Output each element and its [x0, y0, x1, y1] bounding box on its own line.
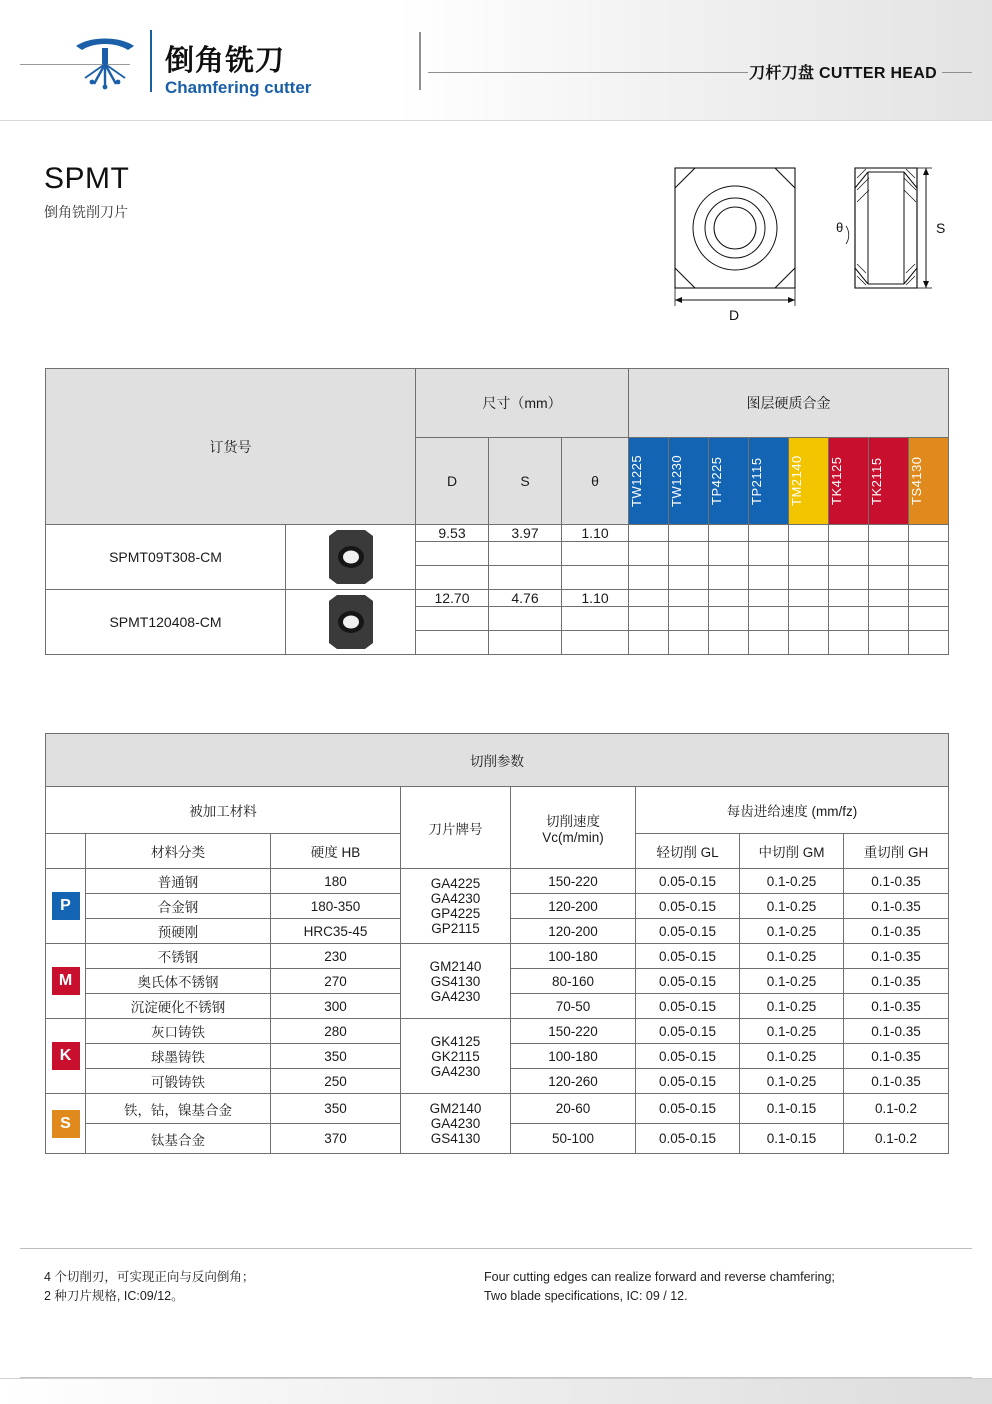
- cell-gl: 0.05-0.15: [636, 919, 740, 944]
- insert-icon: [319, 528, 383, 586]
- cell-gm: 0.1-0.25: [740, 994, 844, 1019]
- cell-material: 球墨铸铁: [86, 1044, 271, 1069]
- grade-line: GM2140: [429, 958, 482, 974]
- cell-gh: 0.1-0.35: [844, 919, 949, 944]
- cell-order-no: SPMT120408-CM: [46, 590, 286, 655]
- cell-gl: 0.05-0.15: [636, 969, 740, 994]
- cell-gl: 0.05-0.15: [636, 944, 740, 969]
- table-row: [46, 1094, 949, 1124]
- th-coating: 图层硬质合金: [629, 369, 949, 438]
- cell-gh: 0.1-0.35: [844, 869, 949, 894]
- cell-grade: [869, 566, 909, 590]
- cell-s: [489, 607, 562, 631]
- cell-hardness: 270: [271, 969, 401, 994]
- footer-bar: [0, 1378, 992, 1404]
- grade-header-tw1225: [629, 438, 669, 525]
- cell-grade: [629, 566, 669, 590]
- th-workpiece-material: 被加工材料: [46, 787, 401, 834]
- cell-grade: [709, 525, 749, 542]
- cell-grade: [749, 542, 789, 566]
- grade-header-tk2115: [869, 438, 909, 525]
- cell-speed: 150-220: [511, 869, 636, 894]
- diagram-label-theta: θ: [836, 220, 844, 235]
- cell-speed: 80-160: [511, 969, 636, 994]
- cell-hardness: HRC35-45: [271, 919, 401, 944]
- cell-gl: 0.05-0.15: [636, 1069, 740, 1094]
- diagram-label-s: S: [936, 220, 946, 236]
- cell-gm: 0.1-0.25: [740, 1019, 844, 1044]
- cell-theta: [562, 566, 629, 590]
- grade-line: GA4230: [430, 891, 481, 906]
- table-row: [46, 590, 949, 607]
- group-letter: P: [52, 892, 80, 920]
- table-row: [46, 525, 949, 542]
- cell-speed: 120-200: [511, 919, 636, 944]
- cell-material: 可锻铸铁: [86, 1069, 271, 1094]
- cell-grade: [709, 566, 749, 590]
- cell-order-no: SPMT09T308-CM: [46, 525, 286, 590]
- footer-note-cn-line2: 2 种刀片规格, IC:09/12。: [44, 1289, 184, 1303]
- cell-grade: [829, 525, 869, 542]
- grade-line: GA4230: [430, 1116, 481, 1131]
- cell-s: [489, 631, 562, 655]
- logo-divider: [150, 30, 152, 92]
- footer-divider: [20, 1248, 972, 1249]
- grade-header-tp4225: [709, 438, 749, 525]
- cell-speed: 120-260: [511, 1069, 636, 1094]
- cell-grade: [909, 542, 949, 566]
- cell-material: 普通钢: [86, 869, 271, 894]
- th-material-class: 材料分类: [86, 834, 271, 869]
- cell-grade: [669, 607, 709, 631]
- page-header: [0, 0, 992, 121]
- logo-title-cn: 倒角铣刀: [165, 45, 286, 77]
- cell-s: 3.97: [489, 525, 562, 542]
- cell-grade: [869, 590, 909, 607]
- logo-title-en: Chamfering cutter: [165, 78, 312, 97]
- group-badge-k: [46, 1019, 86, 1094]
- th-cutting-speed-line2: Vc(m/min): [542, 830, 604, 845]
- page-subtitle: 倒角铣削刀片: [44, 204, 128, 220]
- header-section-title: 刀杆刀盘 CUTTER HEAD: [749, 65, 937, 82]
- th-spacer: [46, 834, 86, 869]
- cell-grade: [789, 631, 829, 655]
- cell-theta: 1.10: [562, 525, 629, 542]
- cell-grade: [629, 542, 669, 566]
- group-letter: K: [52, 1042, 80, 1070]
- cell-grade: [629, 607, 669, 631]
- cell-gl: 0.05-0.15: [636, 894, 740, 919]
- cell-grade: [869, 525, 909, 542]
- cell-grade: [909, 566, 949, 590]
- footer-note-en-line2: Two blade specifications, IC: 09 / 12.: [484, 1289, 688, 1303]
- grade-line: GA4230: [430, 988, 481, 1004]
- cell-s: [489, 542, 562, 566]
- cell-grade: [909, 607, 949, 631]
- cell-grade: [709, 631, 749, 655]
- th-s: S: [489, 438, 562, 525]
- cell-gm: 0.1-0.25: [740, 894, 844, 919]
- footer-note-en-line1: Four cutting edges can realize forward and reverse chamfering;: [484, 1270, 835, 1284]
- cell-grades: [401, 944, 511, 1019]
- cell-d: [416, 631, 489, 655]
- cell-hardness: 300: [271, 994, 401, 1019]
- cell-d: [416, 566, 489, 590]
- cell-s: [489, 566, 562, 590]
- cell-s: 4.76: [489, 590, 562, 607]
- cell-hardness: 180-350: [271, 894, 401, 919]
- cell-material: 铁，钴，镍基合金: [86, 1094, 271, 1124]
- cell-grade: [869, 542, 909, 566]
- cell-grade: [749, 590, 789, 607]
- grade-line: GM2140: [429, 1101, 482, 1116]
- cell-speed: 20-60: [511, 1094, 636, 1124]
- product-table: [45, 368, 949, 655]
- th-hardness: 硬度 HB: [271, 834, 401, 869]
- cell-speed: 70-50: [511, 994, 636, 1019]
- chamfer-tool-icon: [72, 32, 138, 90]
- cutting-parameters-container: [45, 733, 948, 1154]
- cell-gm: 0.1-0.25: [740, 919, 844, 944]
- table-header-row-1: [46, 369, 949, 438]
- th-feed-gh: 重切削 GH: [844, 834, 949, 869]
- group-letter: S: [52, 1110, 80, 1138]
- grade-line: GS4130: [430, 1131, 481, 1146]
- group-badge-m: [46, 944, 86, 1019]
- cell-d: 9.53: [416, 525, 489, 542]
- cell-grade: [789, 542, 829, 566]
- th-cutting-params: 切削参数: [46, 734, 949, 787]
- cell-grade: [629, 590, 669, 607]
- grade-line: GA4230: [430, 1063, 481, 1079]
- th-feed-gm: 中切削 GM: [740, 834, 844, 869]
- cell-grade: [829, 542, 869, 566]
- cell-speed: 50-100: [511, 1124, 636, 1154]
- cell-grade: [749, 525, 789, 542]
- table-row: [46, 869, 949, 894]
- th-size: 尺寸（mm）: [416, 369, 629, 438]
- cell-gh: 0.1-0.2: [844, 1094, 949, 1124]
- footer-note-en: [484, 1268, 835, 1306]
- cell-hardness: 180: [271, 869, 401, 894]
- cell-grade: [709, 607, 749, 631]
- cell-grade: [789, 566, 829, 590]
- grade-label: TW1230: [669, 454, 685, 508]
- cell-material: 钛基合金: [86, 1124, 271, 1154]
- page-title: SPMT: [44, 162, 130, 195]
- diagram-label-d: D: [729, 307, 740, 323]
- cell-grade: [669, 542, 709, 566]
- cell-grades: [401, 1094, 511, 1154]
- cell-grade: [789, 607, 829, 631]
- grade-header-tw1230: [669, 438, 709, 525]
- grade-label: TM2140: [789, 455, 805, 507]
- page-title-block: [44, 162, 129, 222]
- footer-note-cn-line1: 4 个切削刃，可实现正向与反向倒角；: [44, 1270, 255, 1284]
- cell-insert-image: [286, 590, 416, 655]
- cell-d: [416, 607, 489, 631]
- th-feed-gl: 轻切削 GL: [636, 834, 740, 869]
- cell-gm: 0.1-0.25: [740, 944, 844, 969]
- grade-line: GP4225: [430, 906, 481, 921]
- group-letter: M: [52, 967, 80, 995]
- cell-theta: 1.10: [562, 590, 629, 607]
- cell-material: 合金钢: [86, 894, 271, 919]
- cell-grade: [709, 542, 749, 566]
- cell-gh: 0.1-0.35: [844, 969, 949, 994]
- cell-gm: 0.1-0.15: [740, 1094, 844, 1124]
- cell-grade: [669, 566, 709, 590]
- grade-header-tk4125: [829, 438, 869, 525]
- grade-label: TK2115: [869, 457, 885, 505]
- cell-hardness: 230: [271, 944, 401, 969]
- table-row: [46, 1019, 949, 1044]
- grade-label: TP4225: [709, 456, 725, 506]
- params-header-row-1: [46, 787, 949, 834]
- cell-gm: 0.1-0.25: [740, 869, 844, 894]
- cell-gl: 0.05-0.15: [636, 1094, 740, 1124]
- cell-material: 沉淀硬化不锈钢: [86, 994, 271, 1019]
- cell-hardness: 350: [271, 1044, 401, 1069]
- cell-grade: [829, 566, 869, 590]
- cell-grade: [909, 590, 949, 607]
- cell-speed: 120-200: [511, 894, 636, 919]
- cell-grades: [401, 869, 511, 944]
- cell-gh: 0.1-0.35: [844, 994, 949, 1019]
- cell-gl: 0.05-0.15: [636, 869, 740, 894]
- th-cutting-speed-line1: 切削速度: [546, 814, 600, 829]
- cell-gh: 0.1-0.35: [844, 894, 949, 919]
- diagram-svg: [640, 160, 970, 335]
- th-theta: θ: [562, 438, 629, 525]
- grade-line: GP2115: [431, 921, 480, 936]
- grade-header-tm2140: [789, 438, 829, 525]
- grade-line: GK4125: [430, 1033, 481, 1049]
- cell-grade: [829, 631, 869, 655]
- cell-grade: [829, 607, 869, 631]
- cell-grade: [749, 566, 789, 590]
- header-horizontal-rule: [428, 72, 748, 73]
- insert-dimension-diagrams: [640, 160, 970, 335]
- cell-grade: [869, 607, 909, 631]
- th-order-no: 订货号: [46, 369, 416, 525]
- cell-material: 预硬刚: [86, 919, 271, 944]
- cell-speed: 100-180: [511, 944, 636, 969]
- cell-hardness: 350: [271, 1094, 401, 1124]
- group-badge-s: [46, 1094, 86, 1154]
- th-feed-per-tooth: 每齿进给速度 (mm/fz): [636, 787, 949, 834]
- cell-grade: [909, 525, 949, 542]
- cell-gl: 0.05-0.15: [636, 994, 740, 1019]
- cell-material: 不锈钢: [86, 944, 271, 969]
- grade-line: GA4225: [430, 876, 481, 891]
- cell-gl: 0.05-0.15: [636, 1124, 740, 1154]
- grade-label: TP2115: [749, 457, 765, 505]
- grade-label: TW1225: [629, 454, 645, 508]
- cell-hardness: 250: [271, 1069, 401, 1094]
- cell-grade: [629, 525, 669, 542]
- th-d: D: [416, 438, 489, 525]
- cell-material: 灰口铸铁: [86, 1019, 271, 1044]
- params-title-row: [46, 734, 949, 787]
- cell-theta: [562, 607, 629, 631]
- cell-grade: [749, 631, 789, 655]
- grade-label: TK4125: [829, 456, 845, 506]
- cell-gh: 0.1-0.35: [844, 1019, 949, 1044]
- table-row: [46, 944, 949, 969]
- cell-speed: 150-220: [511, 1019, 636, 1044]
- group-badge-p: [46, 869, 86, 944]
- header-left-accent: [0, 0, 14, 120]
- cell-grade: [709, 590, 749, 607]
- cell-grade: [749, 607, 789, 631]
- grade-header-tp2115: [749, 438, 789, 525]
- grade-label: TS4130: [909, 456, 925, 506]
- cell-gh: 0.1-0.35: [844, 1044, 949, 1069]
- cell-grade: [869, 631, 909, 655]
- cell-speed: 100-180: [511, 1044, 636, 1069]
- grade-line: GK2115: [431, 1048, 480, 1064]
- th-insert-grade: 刀片牌号: [401, 787, 511, 869]
- cutting-parameters-table: [45, 733, 949, 1154]
- cell-theta: [562, 542, 629, 566]
- cell-gm: 0.1-0.25: [740, 969, 844, 994]
- cell-grades: [401, 1019, 511, 1094]
- cell-d: 12.70: [416, 590, 489, 607]
- th-cutting-speed: [511, 787, 636, 869]
- cell-gm: 0.1-0.15: [740, 1124, 844, 1154]
- cell-material: 奥氏体不锈钢: [86, 969, 271, 994]
- cell-d: [416, 542, 489, 566]
- cell-grade: [669, 631, 709, 655]
- insert-icon: [319, 593, 383, 651]
- cell-gm: 0.1-0.25: [740, 1044, 844, 1069]
- cell-insert-image: [286, 525, 416, 590]
- cell-gl: 0.05-0.15: [636, 1019, 740, 1044]
- cell-gl: 0.05-0.15: [636, 1044, 740, 1069]
- cell-grade: [789, 525, 829, 542]
- grade-line: GS4130: [430, 973, 481, 989]
- cell-grade: [909, 631, 949, 655]
- cell-grade: [829, 590, 869, 607]
- cell-hardness: 370: [271, 1124, 401, 1154]
- footer-note-cn: [44, 1268, 254, 1306]
- cell-gh: 0.1-0.35: [844, 1069, 949, 1094]
- cell-gh: 0.1-0.2: [844, 1124, 949, 1154]
- cell-grade: [669, 590, 709, 607]
- cell-grade: [669, 525, 709, 542]
- grade-header-ts4130: [909, 438, 949, 525]
- header-horizontal-rule-right: [942, 72, 972, 73]
- cell-grade: [629, 631, 669, 655]
- cell-gm: 0.1-0.25: [740, 1069, 844, 1094]
- cell-theta: [562, 631, 629, 655]
- cell-grade: [789, 590, 829, 607]
- product-table-container: [45, 368, 948, 655]
- cell-hardness: 280: [271, 1019, 401, 1044]
- header-vertical-rule: [419, 32, 421, 90]
- cell-gh: 0.1-0.35: [844, 944, 949, 969]
